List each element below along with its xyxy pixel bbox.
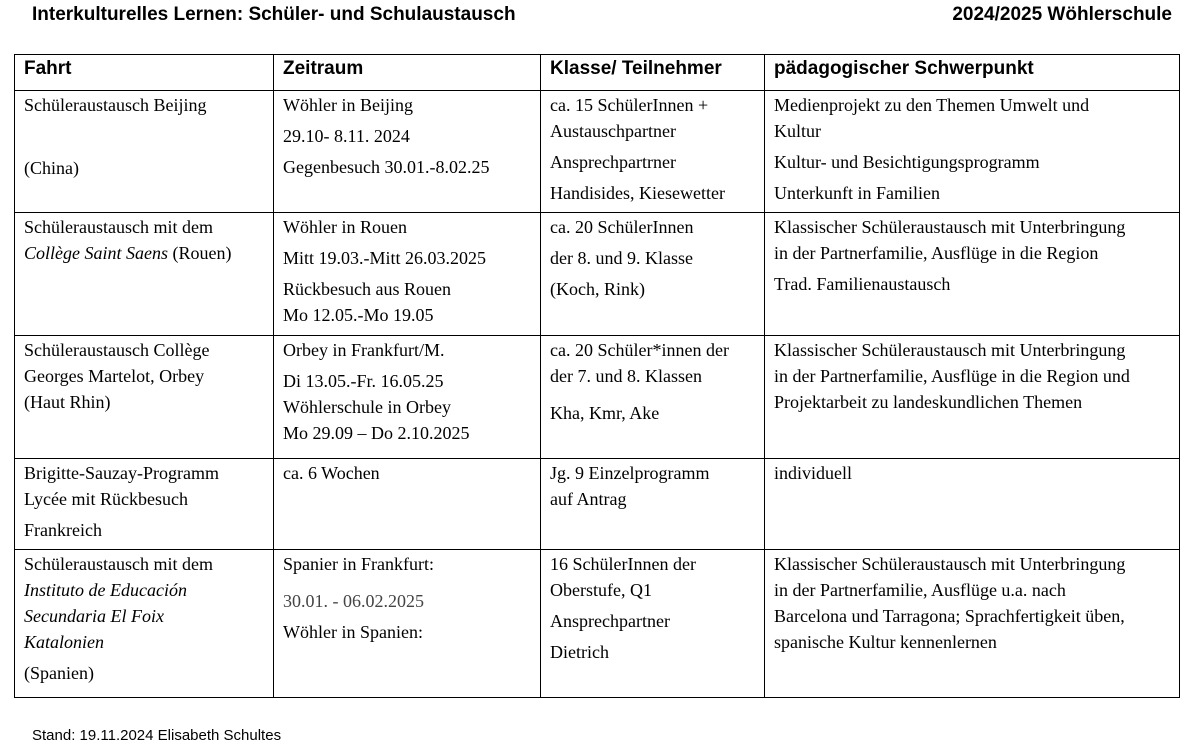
cell-text: auf Antrag — [550, 489, 627, 509]
cell-text: Secundaria El Foix — [24, 606, 164, 626]
cell-fahrt — [15, 550, 274, 698]
column-header-klasse: Klasse/ Teilnehmer — [541, 55, 765, 91]
cell-text: Klassischer Schüleraustausch mit Unterbringung — [774, 340, 1126, 360]
cell-text: Kultur — [774, 121, 821, 141]
table-row — [15, 213, 1180, 336]
column-header-schwerpunkt: pädagogischer Schwerpunkt — [765, 55, 1180, 91]
cell-text: Unterkunft in Familien — [774, 183, 940, 203]
cell-text: Mo 12.05.-Mo 19.05 — [283, 305, 434, 325]
cell-klasse — [541, 459, 765, 550]
cell-text: Oberstufe, Q1 — [550, 580, 652, 600]
college-name: Collège Saint Saens — [24, 243, 168, 263]
cell-text: Klassischer Schüleraustausch mit Unterbringung — [774, 554, 1126, 574]
cell-text: (China) — [24, 158, 79, 178]
cell-text: Dietrich — [550, 642, 609, 662]
cell-text: ca. 6 Wochen — [283, 463, 380, 483]
cell-text: individuell — [774, 463, 852, 483]
cell-text: 16 SchülerInnen der — [550, 554, 696, 574]
cell-text: Rückbesuch aus Rouen — [283, 279, 451, 299]
column-header-fahrt: Fahrt — [15, 55, 274, 91]
cell-text: Projektarbeit zu landeskundlichen Themen — [774, 392, 1083, 412]
cell-text: Schüleraustausch Collège — [24, 340, 210, 360]
footer-status: Stand: 19.11.2024 Elisabeth Schultes — [32, 727, 282, 744]
cell-zeitraum — [274, 213, 541, 336]
cell-text: der 8. und 9. Klasse — [550, 248, 693, 268]
cell-text: Medienprojekt zu den Themen Umwelt und — [774, 95, 1090, 115]
cell-text: spanische Kultur kennenlernen — [774, 632, 997, 652]
cell-text: (Spanien) — [24, 663, 94, 683]
cell-text: Schüleraustausch mit dem — [24, 554, 213, 574]
cell-text: Instituto de Educación — [24, 580, 187, 600]
cell-text: Schüleraustausch mit dem — [24, 217, 213, 237]
cell-text: Kultur- und Besichtigungsprogramm — [774, 152, 1040, 172]
cell-text: Austauschpartner — [550, 121, 676, 141]
cell-text: in der Partnerfamilie, Ausflüge u.a. nach — [774, 580, 1066, 600]
page-title: Interkulturelles Lernen: Schüler- und Schulaustausch — [32, 4, 516, 25]
cell-text: Lycée mit Rückbesuch — [24, 489, 188, 509]
college-location: (Rouen) — [167, 243, 232, 263]
cell-text: Kha, Kmr, Ake — [550, 403, 660, 423]
cell-schwerpunkt — [765, 550, 1180, 698]
cell-zeitraum — [274, 550, 541, 698]
cell-text — [24, 240, 264, 266]
exchange-table — [14, 54, 1180, 698]
cell-text: Jg. 9 Einzelprogramm — [550, 463, 710, 483]
cell-fahrt — [15, 213, 274, 336]
cell-text: Di 13.05.-Fr. 16.05.25 — [283, 371, 444, 391]
cell-text: Barcelona und Tarragona; Sprachfertigkeit üben, — [774, 606, 1125, 626]
cell-klasse — [541, 213, 765, 336]
cell-text: ca. 20 SchülerInnen — [550, 217, 694, 237]
table-row — [15, 91, 1180, 213]
cell-text: ca. 15 SchülerInnen + — [550, 95, 709, 115]
cell-klasse — [541, 336, 765, 459]
cell-text: Mo 29.09 – Do 2.10.2025 — [283, 423, 470, 443]
cell-zeitraum — [274, 91, 541, 213]
cell-text: Wöhler in Rouen — [283, 217, 407, 237]
cell-text: Katalonien — [24, 632, 104, 652]
cell-text: 29.10- 8.11. 2024 — [283, 126, 410, 146]
cell-text: (Haut Rhin) — [24, 392, 111, 412]
cell-fahrt — [15, 91, 274, 213]
cell-klasse — [541, 550, 765, 698]
cell-zeitraum — [274, 336, 541, 459]
cell-text: Mitt 19.03.-Mitt 26.03.2025 — [283, 248, 487, 268]
column-header-zeitraum: Zeitraum — [274, 55, 541, 91]
page-header — [32, 4, 1172, 30]
cell-klasse — [541, 91, 765, 213]
cell-text: Ansprechpartner — [550, 611, 670, 631]
cell-text: Schüleraustausch Beijing — [24, 95, 207, 115]
cell-text: Ansprechpartrner — [550, 152, 676, 172]
cell-text: Wöhler in Spanien: — [283, 622, 423, 642]
table-row — [15, 336, 1180, 459]
cell-schwerpunkt — [765, 91, 1180, 213]
table-row — [15, 550, 1180, 698]
cell-schwerpunkt — [765, 459, 1180, 550]
cell-text: Klassischer Schüleraustausch mit Unterbringung — [774, 217, 1126, 237]
cell-fahrt — [15, 459, 274, 550]
cell-fahrt — [15, 336, 274, 459]
cell-text: (Koch, Rink) — [550, 279, 645, 299]
cell-text: 30.01. - 06.02.2025 — [283, 591, 424, 611]
school-year-label: 2024/2025 Wöhlerschule — [952, 4, 1172, 25]
cell-text: Wöhler in Beijing — [283, 95, 413, 115]
cell-text: Gegenbesuch 30.01.-8.02.25 — [283, 157, 490, 177]
cell-text: Brigitte-Sauzay-Programm — [24, 463, 219, 483]
cell-schwerpunkt — [765, 213, 1180, 336]
table-header-row — [15, 55, 1180, 91]
cell-zeitraum — [274, 459, 541, 550]
cell-text: der 7. und 8. Klassen — [550, 366, 702, 386]
cell-text: in der Partnerfamilie, Ausflüge in die Region und — [774, 366, 1130, 386]
cell-text: Trad. Familienaustausch — [774, 274, 951, 294]
cell-text: Handisides, Kiesewetter — [550, 183, 725, 203]
cell-text: Frankreich — [24, 520, 102, 540]
cell-text: in der Partnerfamilie, Ausflüge in die Region — [774, 243, 1099, 263]
cell-schwerpunkt — [765, 336, 1180, 459]
cell-text: ca. 20 Schüler*innen der — [550, 340, 729, 360]
cell-text: Orbey in Frankfurt/M. — [283, 340, 445, 360]
cell-text: Spanier in Frankfurt: — [283, 554, 434, 574]
cell-text: Georges Martelot, Orbey — [24, 366, 205, 386]
table-row — [15, 459, 1180, 550]
cell-text: Wöhlerschule in Orbey — [283, 397, 451, 417]
